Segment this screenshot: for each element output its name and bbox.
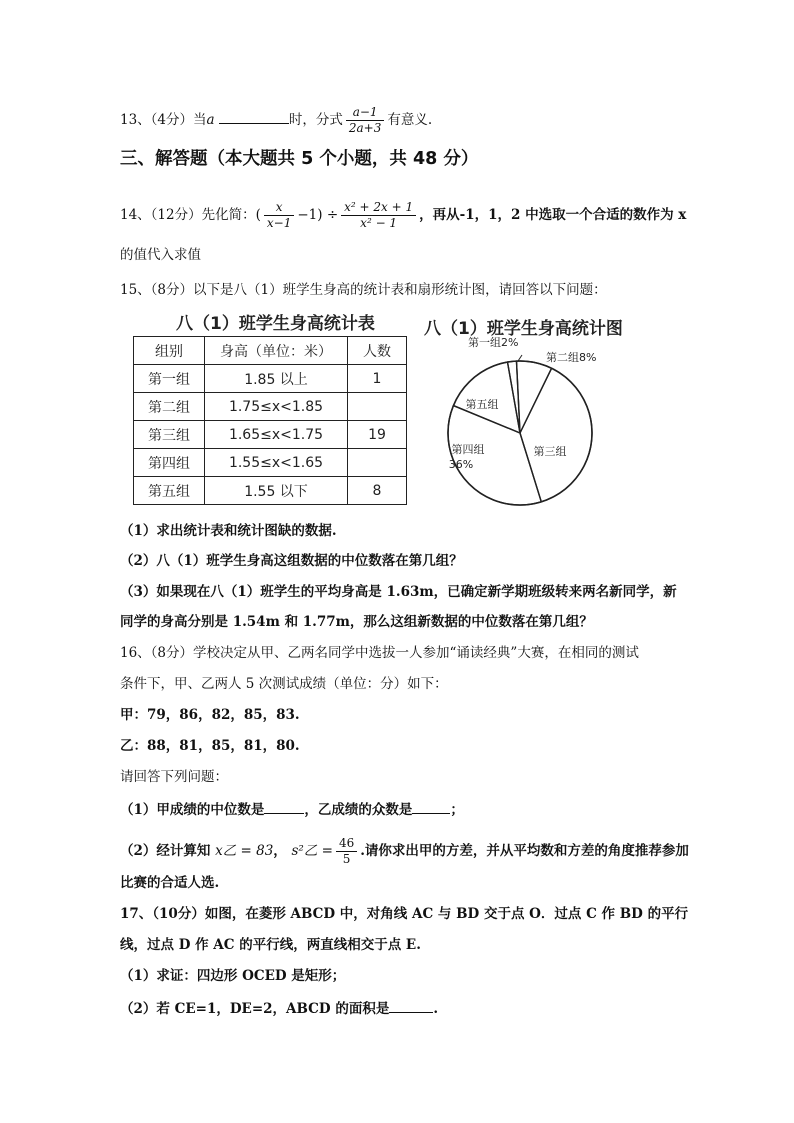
header-group: 组别 xyxy=(134,337,205,365)
pie-leader-line xyxy=(518,355,522,361)
pie-slice-label: 第五组 xyxy=(465,398,499,411)
pie-slice-label: 第三组 xyxy=(533,445,567,458)
q14-frac1-den: x−1 xyxy=(266,216,292,230)
q16-sub-2: （2）经计算知 x乙 = 83， s²乙 = $\frac{46}{5}$ .请你求出甲的方差，并从平均数和方差的角度推荐参加 xyxy=(120,836,689,866)
q14-frac1-num: x xyxy=(264,200,294,216)
q16-mean-yi: x乙 = 83 xyxy=(215,843,274,859)
cell-group: 第三组 xyxy=(134,421,205,449)
table-row xyxy=(134,449,407,477)
q17-sub2-a: （2）若 CE=1，DE=2，ABCD 的面积是 xyxy=(120,1001,390,1017)
q14-line-2: 的值代入求值 xyxy=(120,247,201,263)
cell-group: 第二组 xyxy=(134,393,205,421)
cell-count: 1 xyxy=(348,365,407,393)
q14-open-paren: ( xyxy=(255,207,261,223)
q17-sub2-b: . xyxy=(433,1001,439,1017)
q16-sub1-b: ，乙成绩的众数是 xyxy=(304,802,413,818)
question-14 xyxy=(120,200,686,231)
q16-s2-den: 5 xyxy=(342,852,351,866)
q16-sub-1 xyxy=(120,799,464,820)
q16-sub-2-line-2: 比赛的合适人选. xyxy=(120,875,220,891)
header-count: 人数 xyxy=(348,337,407,365)
q13-frac-num: a−1 xyxy=(346,105,384,121)
q17-sub-2 xyxy=(120,998,438,1019)
q16-variance-fraction xyxy=(336,836,357,867)
question-13 xyxy=(120,105,432,136)
q17-line-1: 17、（10分）如图，在菱形 ABCD 中，对角线 AC 与 BD 交于点 O．过点 C 作 BD 的平行 xyxy=(120,906,689,922)
q13-mid: 时，分式 xyxy=(288,112,343,128)
q16-sub2-a: （2）经计算知 xyxy=(120,843,211,859)
pie-chart xyxy=(438,335,638,535)
q17-area-blank xyxy=(389,998,433,1013)
q16-yi-scores: 乙：88，81，85，81，80. xyxy=(120,738,300,754)
q16-sub1-a: （1）甲成绩的中位数是 xyxy=(120,802,265,818)
q14-minus-one: −1) ÷ xyxy=(297,207,339,223)
q14-prefix: 14、（12分）先化简： xyxy=(120,207,256,223)
q15-sub-3-line-1: （3）如果现在八（1）班学生的平均身高是 1.63m，已确定新学期班级转来两名新同学，新 xyxy=(120,584,677,600)
q14-fraction-2 xyxy=(341,200,416,231)
q17-line-2: 线，过点 D 作 AC 的平行线，两直线相交于点 E. xyxy=(120,937,421,953)
q16-median-blank xyxy=(264,799,304,814)
pie-chart-title: 八（1）班学生身高统计图 xyxy=(424,319,623,339)
q13-suffix: 有意义. xyxy=(387,112,433,128)
q16-line-1: 16、（8分）学校决定从甲、乙两名同学中选拔一人参加“诵读经典”大赛，在相同的测试 xyxy=(120,645,639,661)
q15-sub-1: （1）求出统计表和统计图缺的数据. xyxy=(120,523,337,539)
q16-line-2: 条件下，甲、乙两人 5 次测试成绩（单位：分）如下： xyxy=(120,676,448,692)
q16-s2-num: 46 xyxy=(336,836,357,852)
cell-range: 1.65≤x<1.75 xyxy=(205,421,348,449)
q16-jia-scores: 甲：79，86，82，85，83. xyxy=(120,707,300,723)
table-header-row xyxy=(134,337,407,365)
cell-range: 1.55 以下 xyxy=(205,477,348,505)
header-height: 身高（单位：米） xyxy=(205,337,348,365)
cell-range: 1.75≤x<1.85 xyxy=(205,393,348,421)
section-3-title: 三、解答题（本大题共 5 个小题，共 48 分） xyxy=(120,149,479,169)
q16-mode-blank xyxy=(412,799,450,814)
q15-sub-3-line-2: 同学的身高分别是 1.54m 和 1.77m，那么这组新数据的中位数落在第几组？ xyxy=(120,614,593,630)
q14-fraction-1 xyxy=(264,200,294,231)
q13-prefix: 13、（4分）当 xyxy=(120,112,207,128)
q16-sub2-b: .请你求出甲的方差，并从平均数和方差的角度推荐参加 xyxy=(360,843,689,859)
cell-group: 第五组 xyxy=(134,477,205,505)
q13-fraction xyxy=(346,105,384,136)
pie-slice-label: 第四组 xyxy=(451,443,485,456)
q14-suffix: ，再从-1，1，2 中选取一个合适的数作为 x xyxy=(419,207,687,223)
q15-intro: 15、（8分）以下是八（1）班学生身高的统计表和扇形统计图，请回答以下问题： xyxy=(120,282,607,298)
cell-count xyxy=(348,449,407,477)
cell-count: 8 xyxy=(348,477,407,505)
table-row xyxy=(134,477,407,505)
pie-slice-label: 第二组8% xyxy=(546,351,597,364)
cell-range: 1.55≤x<1.65 xyxy=(205,449,348,477)
cell-range: 1.85 以上 xyxy=(205,365,348,393)
cell-group: 第一组 xyxy=(134,365,205,393)
q13-frac-den: 2a+3 xyxy=(348,121,382,135)
pie-slice-percent: 36% xyxy=(448,458,474,471)
table-row xyxy=(134,421,407,449)
q15-sub-2: （2）八（1）班学生身高这组数据的中位数落在第几组？ xyxy=(120,553,463,569)
table-row xyxy=(134,393,407,421)
cell-count: 19 xyxy=(348,421,407,449)
q13-answer-blank xyxy=(219,109,289,124)
cell-group: 第四组 xyxy=(134,449,205,477)
q16-prompt: 请回答下列问题： xyxy=(120,769,228,785)
table-row xyxy=(134,365,407,393)
q14-frac2-den: x² − 1 xyxy=(360,216,398,230)
pie-slice-label: 第一组2% xyxy=(468,336,519,349)
height-stat-table xyxy=(133,336,407,505)
q14-frac2-num: x² + 2x + 1 xyxy=(341,200,416,216)
cell-count xyxy=(348,393,407,421)
q16-sub1-c: ； xyxy=(450,802,464,818)
q13-var-a: a xyxy=(206,112,215,128)
q16-variance-label: s²乙 = xyxy=(291,843,333,859)
stat-table-title: 八（1）班学生身高统计表 xyxy=(176,314,375,334)
q17-sub-1: （1）求证：四边形 OCED 是矩形； xyxy=(120,968,346,984)
